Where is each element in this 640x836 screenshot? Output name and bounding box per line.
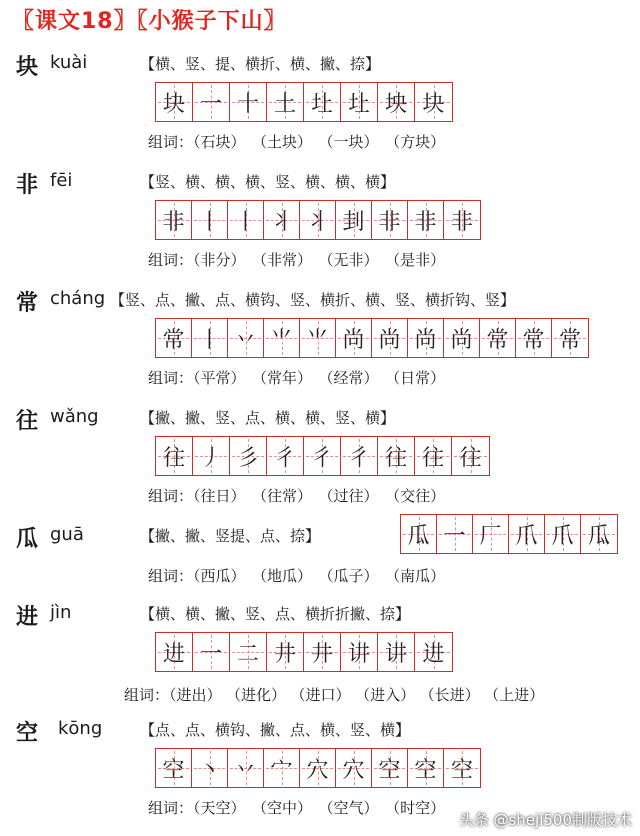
stroke-grid: [155, 748, 481, 788]
word-list: 组词：（往日） （往常） （过往） （交往）: [148, 487, 446, 505]
word-list: 组词：（西瓜） （地瓜） （瓜子） （南瓜）: [148, 567, 446, 585]
grid-cell: 往: [378, 437, 415, 475]
grid-cell: 块: [415, 83, 452, 121]
grid-cell: 十: [230, 83, 267, 121]
stroke-grid: [155, 82, 453, 122]
grid-cell: 爪: [545, 515, 581, 553]
grid-cell: 空: [372, 749, 408, 787]
grid-cell: 彳: [341, 437, 378, 475]
grid-cell: 丶: [192, 749, 228, 787]
grid-cell: ⺌: [300, 319, 336, 357]
stroke-order: 【点、点、横钩、撇、点、横、竖、横】: [140, 721, 411, 739]
lesson-title: 〖课文18〗〖小猴子下山〗: [12, 9, 287, 34]
stroke-order: 【竖、点、撇、点、横钩、竖、横折、横、竖、横折钩、竖】: [110, 291, 516, 309]
grid-cell: 进: [415, 633, 452, 671]
grid-cell: 瓜: [581, 515, 617, 553]
entry-pinyin: wǎng: [50, 406, 99, 427]
grid-cell: 刲: [336, 201, 372, 239]
grid-cell: 彡: [230, 437, 267, 475]
grid-cell: 宀: [264, 749, 300, 787]
entry-pinyin: kōng: [58, 718, 103, 739]
word-list: 组词：（非分） （非常） （无非） （是非）: [148, 251, 446, 269]
grid-cell: 非: [408, 201, 444, 239]
grid-cell: 丷: [228, 319, 264, 357]
grid-cell: ⺌: [264, 319, 300, 357]
grid-cell: 进: [156, 633, 193, 671]
entry-char: 往: [16, 408, 39, 434]
entry-char: 瓜: [16, 526, 39, 552]
grid-cell: 常: [480, 319, 516, 357]
grid-cell: 丨: [192, 201, 228, 239]
grid-cell: 往: [452, 437, 489, 475]
entry-char: 常: [16, 290, 39, 316]
grid-cell: 常: [156, 319, 192, 357]
grid-cell: 井: [304, 633, 341, 671]
stroke-order: 【撇、撇、竖提、点、捺】: [140, 527, 321, 545]
stroke-order: 【竖、横、横、横、竖、横、横、横】: [140, 173, 396, 191]
word-list: 组词：（天空） （空中） （空气） （时空）: [148, 799, 446, 817]
stroke-order: 【横、横、撇、竖、点、横折折撇、捺】: [140, 605, 411, 623]
grid-cell: 讲: [341, 633, 378, 671]
grid-cell: 往: [156, 437, 193, 475]
stroke-grid: [155, 436, 490, 476]
stroke-grid: [155, 632, 453, 672]
grid-cell: 圵: [341, 83, 378, 121]
grid-cell: 井: [267, 633, 304, 671]
grid-cell: 块: [156, 83, 193, 121]
grid-cell: 非: [444, 201, 480, 239]
grid-cell: 丨: [192, 319, 228, 357]
grid-cell: 讲: [378, 633, 415, 671]
grid-cell: 尚: [444, 319, 480, 357]
grid-cell: 土: [267, 83, 304, 121]
grid-cell: 尚: [408, 319, 444, 357]
entry-pinyin: guā: [50, 524, 84, 545]
stroke-order: 【撇、撇、竖、点、横、横、竖、横】: [140, 409, 396, 427]
stroke-grid: [155, 200, 481, 240]
grid-cell: 一: [437, 515, 473, 553]
grid-cell: 丷: [228, 749, 264, 787]
stroke-order: 【横、竖、提、横折、横、撇、捺】: [140, 55, 381, 73]
entry-char: 进: [16, 604, 39, 630]
grid-cell: 瓜: [401, 515, 437, 553]
grid-cell: 丬: [300, 201, 336, 239]
grid-cell: 厂: [473, 515, 509, 553]
grid-cell: 丬: [264, 201, 300, 239]
grid-cell: 彳: [267, 437, 304, 475]
grid-cell: 爪: [509, 515, 545, 553]
word-list: 组词：（进出） （进化） （进口） （进入） （长进） （上进）: [124, 686, 545, 704]
entry-char: 块: [16, 54, 39, 80]
grid-cell: 空: [156, 749, 192, 787]
grid-cell: 空: [444, 749, 480, 787]
entry-pinyin: cháng: [50, 288, 106, 309]
stroke-grid: [400, 514, 618, 554]
grid-cell: 尚: [372, 319, 408, 357]
grid-cell: 非: [372, 201, 408, 239]
word-list: 组词：（平常） （常年） （经常） （日常）: [148, 369, 446, 387]
grid-cell: 一: [193, 633, 230, 671]
entry-char: 空: [16, 720, 39, 746]
grid-cell: 二: [230, 633, 267, 671]
entry-pinyin: fēi: [50, 170, 73, 191]
grid-cell: 尚: [336, 319, 372, 357]
grid-cell: 圵: [304, 83, 341, 121]
grid-cell: 穴: [300, 749, 336, 787]
grid-cell: 穴: [336, 749, 372, 787]
grid-cell: 常: [516, 319, 552, 357]
grid-cell: 常: [552, 319, 588, 357]
grid-cell: 一: [193, 83, 230, 121]
grid-cell: 彳: [304, 437, 341, 475]
word-list: 组词：（石块） （土块） （一块） （方块）: [148, 133, 446, 151]
watermark: 头条 @sheji500制版技术: [458, 811, 632, 829]
grid-cell: 丿: [193, 437, 230, 475]
entry-pinyin: kuài: [50, 52, 88, 73]
grid-cell: 空: [408, 749, 444, 787]
stroke-grid: [155, 318, 589, 358]
grid-cell: 非: [156, 201, 192, 239]
entry-char: 非: [16, 172, 39, 198]
grid-cell: 丨: [228, 201, 264, 239]
entry-pinyin: jìn: [50, 602, 72, 623]
grid-cell: 往: [415, 437, 452, 475]
grid-cell: 坱: [378, 83, 415, 121]
